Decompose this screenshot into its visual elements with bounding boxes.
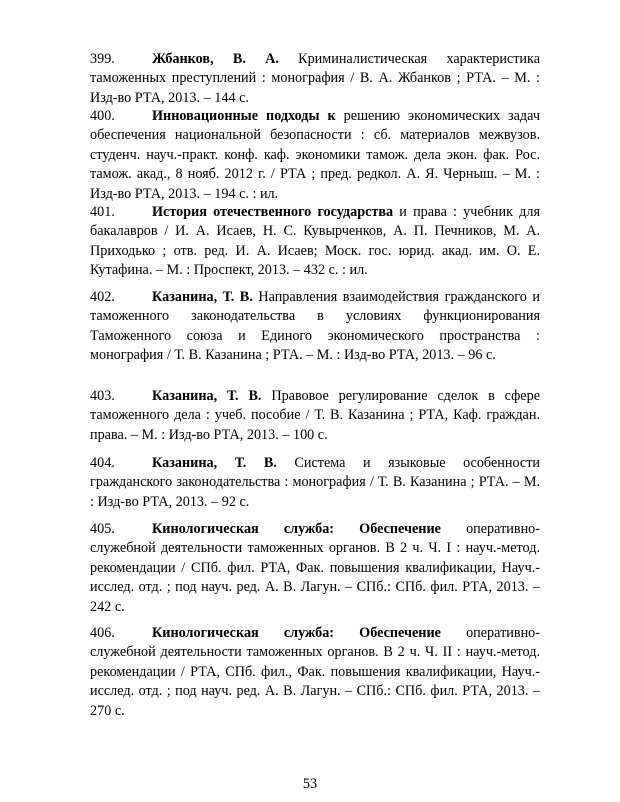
entry-description: Правовое регулирование сделок в сфере таможенного дела : учеб. пособие / Т. В. Казанина ; РТА, Каф. граждан. права. – М. : Изд-во РТА, 2013. – 100 с.: [90, 388, 540, 443]
bibliography-entry-403: [90, 387, 540, 445]
entry-description: Направления взаимодействия гражданского и таможенного законодательства в условиях функционирования Таможенного союза и Единого экономического пространства : монография / Т. В. Казанина ; РТА. – М. : Изд-во РТА, 2013. – 96 с.: [90, 289, 540, 364]
entry-title: Инновационные подходы к: [152, 108, 336, 124]
entry-number: 399.: [90, 51, 115, 67]
entry-author: Казанина, Т. В.: [152, 289, 253, 305]
entry-author: Казанина, Т. В.: [152, 388, 262, 404]
entry-description: Система и языковые особенности гражданского законодательства : монография / Т. В. Казанина ; РТА. – М. : Изд-во РТА, 2013. – 92 с.: [90, 455, 540, 510]
bibliography-entry-406: [90, 624, 540, 721]
bibliography-entry-399: [90, 50, 540, 108]
bibliography-entry-401: [90, 203, 540, 281]
bibliography-entry-402: [90, 288, 540, 366]
entry-description: решению экономических задач обеспечения национальной безопасности : сб. материалов межвузов. студенч. науч.-практ. конф. каф. экономики тамож. дела экон. фак. Рос. тамож. акад., 8 нояб. 2012 г. / РТА ; пред. редкол. А. Я. Черныш. – М. : Изд-во РТА, 2013. – 194 с. : ил.: [90, 108, 541, 202]
bibliography-entry-400: [90, 107, 540, 204]
entry-description: Криминалистическая характеристика таможенных преступлений : монография / В. А. Жбанков ; РТА. – М. : Изд-во РТА, 2013. – 144 с.: [90, 51, 540, 106]
entry-number: 403.: [90, 388, 115, 404]
entry-number: 402.: [90, 289, 115, 305]
entry-title: Кинологическая служба: Обеспечение: [152, 521, 441, 537]
bibliography-entry-405: [90, 520, 540, 617]
page-number: 53: [302, 776, 318, 792]
entry-description: и права : учебник для бакалавров / И. А. Исаев, Н. С. Кувырченков, А. П. Печников, М. А. Приходько ; отв. ред. И. А. Исаев; Моск. гос. юрид. акад. им. О. Е. Кутафина. – М. : Проспект, 2013. – 432 с. : ил.: [90, 204, 540, 279]
entry-number: 401.: [90, 204, 115, 220]
entry-author: Жбанков, В. А.: [152, 51, 279, 67]
entry-number: 400.: [90, 108, 115, 124]
entry-number: 404.: [90, 455, 115, 471]
bibliography-entry-404: [90, 454, 540, 512]
entry-description: оперативно-служебной деятельности таможенных органов. В 2 ч. Ч. I : науч.-метод. рекомендации / СПб. фил. РТА, Фак. повышения квалификации, Науч.-исслед. отд. ; под науч. ред. А. В. Лагун. – СПб.: СПб. фил. РТА, 2013. – 242 с.: [90, 521, 540, 615]
entry-number: 405.: [90, 521, 115, 537]
entry-number: 406.: [90, 625, 115, 641]
entry-title: История отечественного государства: [152, 204, 394, 220]
entry-author: Казанина, Т. В.: [152, 455, 277, 471]
entry-title: Кинологическая служба: Обеспечение: [152, 625, 441, 641]
entry-description: оперативно-служебной деятельности таможенных органов. В 2 ч. Ч. II : науч.-метод. рекомендации / РТА, СПб. фил., Фак. повышения квалификации, Науч.-исслед. отд. ; под науч. ред. А. В. Лагун. – СПб.: СПб. фил. РТА, 2013. – 270 с.: [90, 625, 540, 719]
